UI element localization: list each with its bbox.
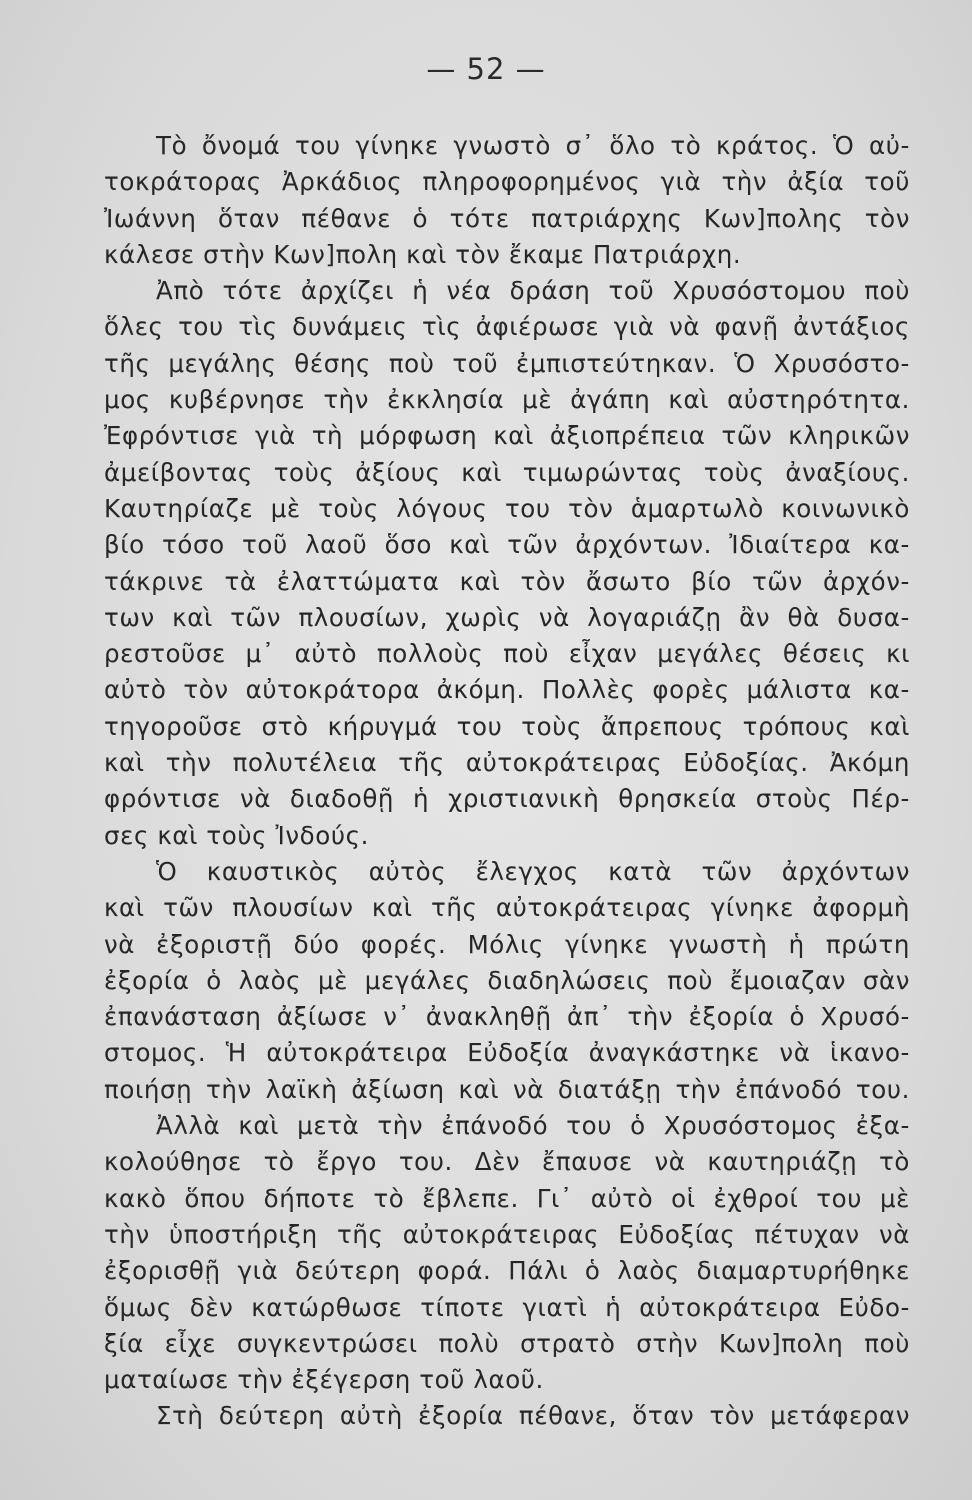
body-text [104,128,910,1435]
text-line: τάκρινε τὰ ἐλαττώματα καὶ τὸν ἄσωτο βίο τῶν ἀρχόν- [104,566,910,596]
text-line: τοκράτορας Ἀρκάδιος πληροφορημένος γιὰ τὴν ἀξία τοῦ [104,167,910,197]
text-line: ματαίωσε τὴν ἐξέγερση τοῦ λαοῦ. [104,1365,544,1395]
text-line: στομος. Ἡ αὐτοκράτειρα Εὐδοξία ἀναγκάστηκε νὰ ἱκανο- [104,1038,910,1068]
text-line: σες καὶ τοὺς Ἰνδούς. [104,820,370,850]
text-line: ποιήσῃ τὴν λαϊκὴ ἀξίωση καὶ νὰ διατάξῃ τὴν ἐπάνοδό του. [104,1074,910,1104]
text-line: ἐξορία ὁ λαὸς μὲ μεγάλες διαδηλώσεις ποὺ ἔμοιαζαν σὰν [104,965,910,995]
page-number: — 52 — [426,52,546,86]
text-line: των καὶ τῶν πλουσίων, χωρὶς νὰ λογαριάζῃ ἂν θὰ δυσα- [104,602,910,632]
text-line: νὰ ἐξοριστῇ δύο φορές. Μόλις γίνηκε γνωστὴ ἡ πρώτη [104,929,910,959]
text-line: Στὴ δεύτερη αὐτὴ ἐξορία πέθανε, ὅταν τὸν μετάφεραν [156,1401,910,1431]
text-line: Ἀπὸ τότε ἀρχίζει ἡ νέα δράση τοῦ Χρυσόστομου ποὺ [156,276,910,306]
text-line: φρόντισε νὰ διαδοθῇ ἡ χριστιανικὴ θρησκεία στοὺς Πέρ- [104,784,910,814]
text-line: καὶ τὴν πολυτέλεια τῆς αὐτοκράτειρας Εὐδοξίας. Ἀκόμη [104,748,910,778]
text-line: αὐτὸ τὸν αὐτοκράτορα ἀκόμη. Πολλὲς φορὲς μάλιστα κα- [104,675,910,705]
text-line: Ἐφρόντισε γιὰ τὴ μόρφωση καὶ ἀξιοπρέπεια τῶν κληρικῶν [104,421,910,451]
text-line: Τὸ ὄνομά του γίνηκε γνωστὸ σ᾿ ὅλο τὸ κράτος. Ὁ αὐ- [156,131,910,160]
text-line: βίο τόσο τοῦ λαοῦ ὅσο καὶ τῶν ἀρχόντων. Ἰδιαίτερα κα- [104,530,910,560]
text-line: τῆς μεγάλης θέσης ποὺ τοῦ ἐμπιστεύτηκαν. Ὁ Χρυσόστο- [104,348,910,378]
text-line: Ὁ καυστικὸς αὐτὸς ἔλεγχος κατὰ τῶν ἀρχόντων [156,856,910,886]
text-line: καὶ τῶν πλουσίων καὶ τῆς αὐτοκράτειρας γίνηκε ἀφορμὴ [104,893,910,923]
text-line: Ἰωάννη ὅταν πέθανε ὁ τότε πατριάρχης Κων]πολης τὸν [104,203,910,233]
text-line: Ἀλλὰ καὶ μετὰ τὴν ἐπάνοδό του ὁ Χρυσόστομος ἐξα- [156,1111,910,1141]
text-line: ἀμείβοντας τοὺς ἀξίους καὶ τιμωρώντας τοὺς ἀναξίους. [104,457,910,487]
text-line: ἐξορισθῇ γιὰ δεύτερη φορά. Πάλι ὁ λαὸς διαμαρτυρήθηκε [104,1256,910,1286]
text-line: κάλεσε στὴν Κων]πολη καὶ τὸν ἔκαμε Πατριάρχη. [104,239,742,269]
text-line: τηγοροῦσε στὸ κήρυγμά του τοὺς ἄπρεπους τρόπους καὶ [104,711,910,741]
text-line: ξία εἶχε συγκεντρώσει πολὺ στρατὸ στὴν Κων]πολη ποὺ [104,1328,910,1358]
text-line: τὴν ὑποστήριξη τῆς αὐτοκράτειρας Εὐδοξίας πέτυχαν νὰ [104,1219,910,1249]
text-line: ἐπανάσταση ἀξίωσε ν᾿ ἀνακληθῇ ἀπ᾿ τὴν ἐξορία ὁ Χρυσό- [104,1002,910,1032]
text-line: ὅμως δὲν κατώρθωσε τίποτε γιατὶ ἡ αὐτοκράτειρα Εὐδο- [104,1292,910,1322]
text-line: ὅλες του τὶς δυνάμεις τὶς ἀφιέρωσε γιὰ νὰ φανῇ ἀντάξιος [104,312,910,342]
text-line: ρεστοῦσε μ᾿ αὐτὸ πολλοὺς ποὺ εἶχαν μεγάλες θέσεις κι [104,639,910,669]
text-line: Καυτηρίαζε μὲ τοὺς λόγους του τὸν ἁμαρτωλὸ κοινωνικὸ [104,493,910,523]
text-line: μος κυβέρνησε τὴν ἐκκλησία μὲ ἀγάπη καὶ αὐστηρότητα. [104,385,910,415]
text-line: κακὸ ὅπου δήποτε τὸ ἔβλεπε. Γι᾿ αὐτὸ οἱ ἐχθροί του μὲ [104,1183,910,1213]
text-line: κολούθησε τὸ ἔργο του. Δὲν ἔπαυσε νὰ καυτηριάζῃ τὸ [104,1147,910,1177]
